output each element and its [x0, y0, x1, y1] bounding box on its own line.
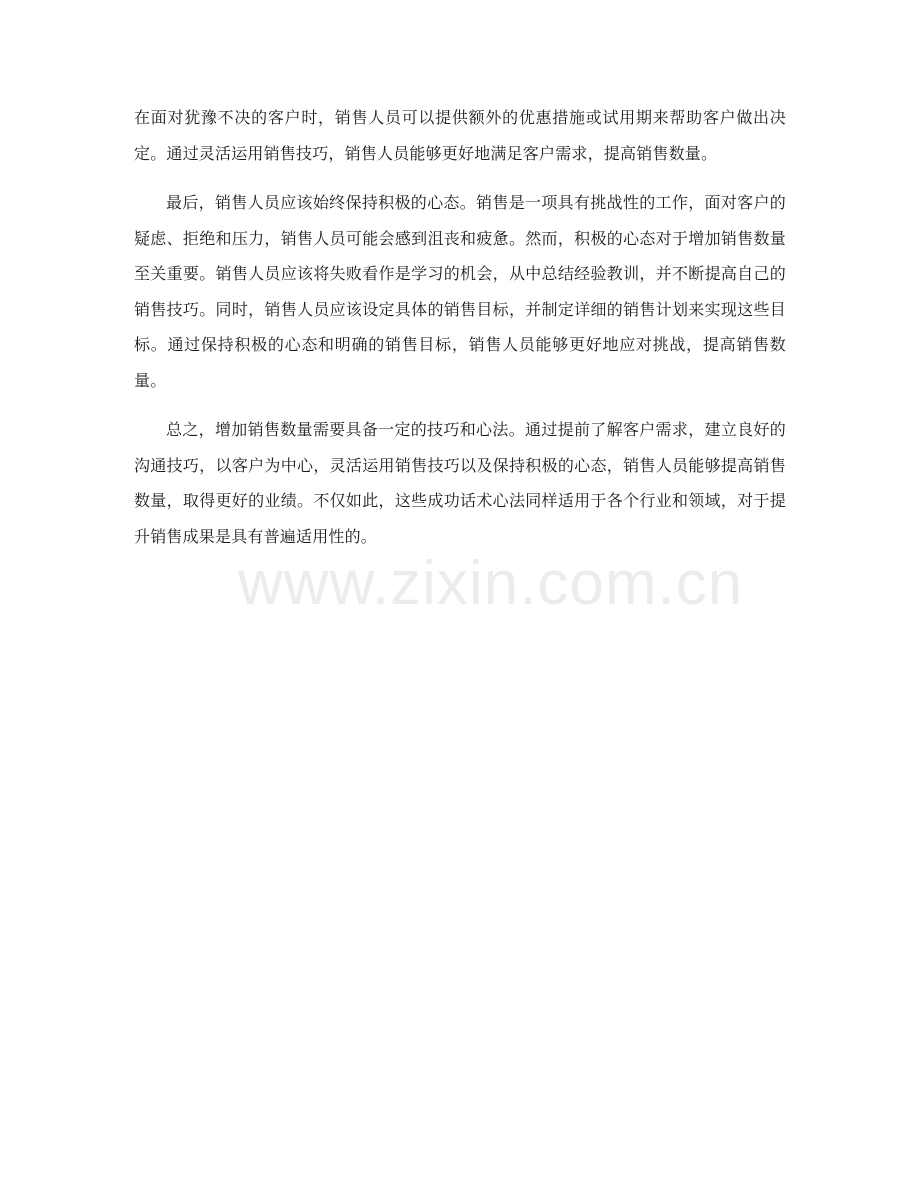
watermark-text: www.zixin.com.cn — [238, 549, 744, 618]
paragraph-1: 在面对犹豫不决的客户时，销售人员可以提供额外的优惠措施或试用期来帮助客户做出决定。通过灵活运用销售技巧，销售人员能够更好地满足客户需求，提高销售数量。 — [134, 108, 786, 163]
paragraph-3: 总之，增加销售数量需要具备一定的技巧和心法。通过提前了解客户需求，建立良好的沟通技巧，以客户为中心，灵活运用销售技巧以及保持积极的心态，销售人员能够提高销售数量，取得更好的业绩。不仅如此，这些成功话术心法同样适用于各个行业和领域，对于提升销售成果是具有普遍适用性的。 — [134, 420, 786, 546]
paragraph-2: 最后，销售人员应该始终保持积极的心态。销售是一项具有挑战性的工作，面对客户的疑虑、拒绝和压力，销售人员可能会感到沮丧和疲惫。然而，积极的心态对于增加销售数量至关重要。销售人员应该将失败看作是学习的机会，从中总结经验教训，并不断提高自己的销售技巧。同时，销售人员应该设定具体的销售目标，并制定详细的销售计划来实现这些目标。通过保持积极的心态和明确的销售目标，销售人员能够更好地应对挑战，提高销售数量。 — [134, 193, 786, 390]
document-body — [134, 100, 786, 554]
